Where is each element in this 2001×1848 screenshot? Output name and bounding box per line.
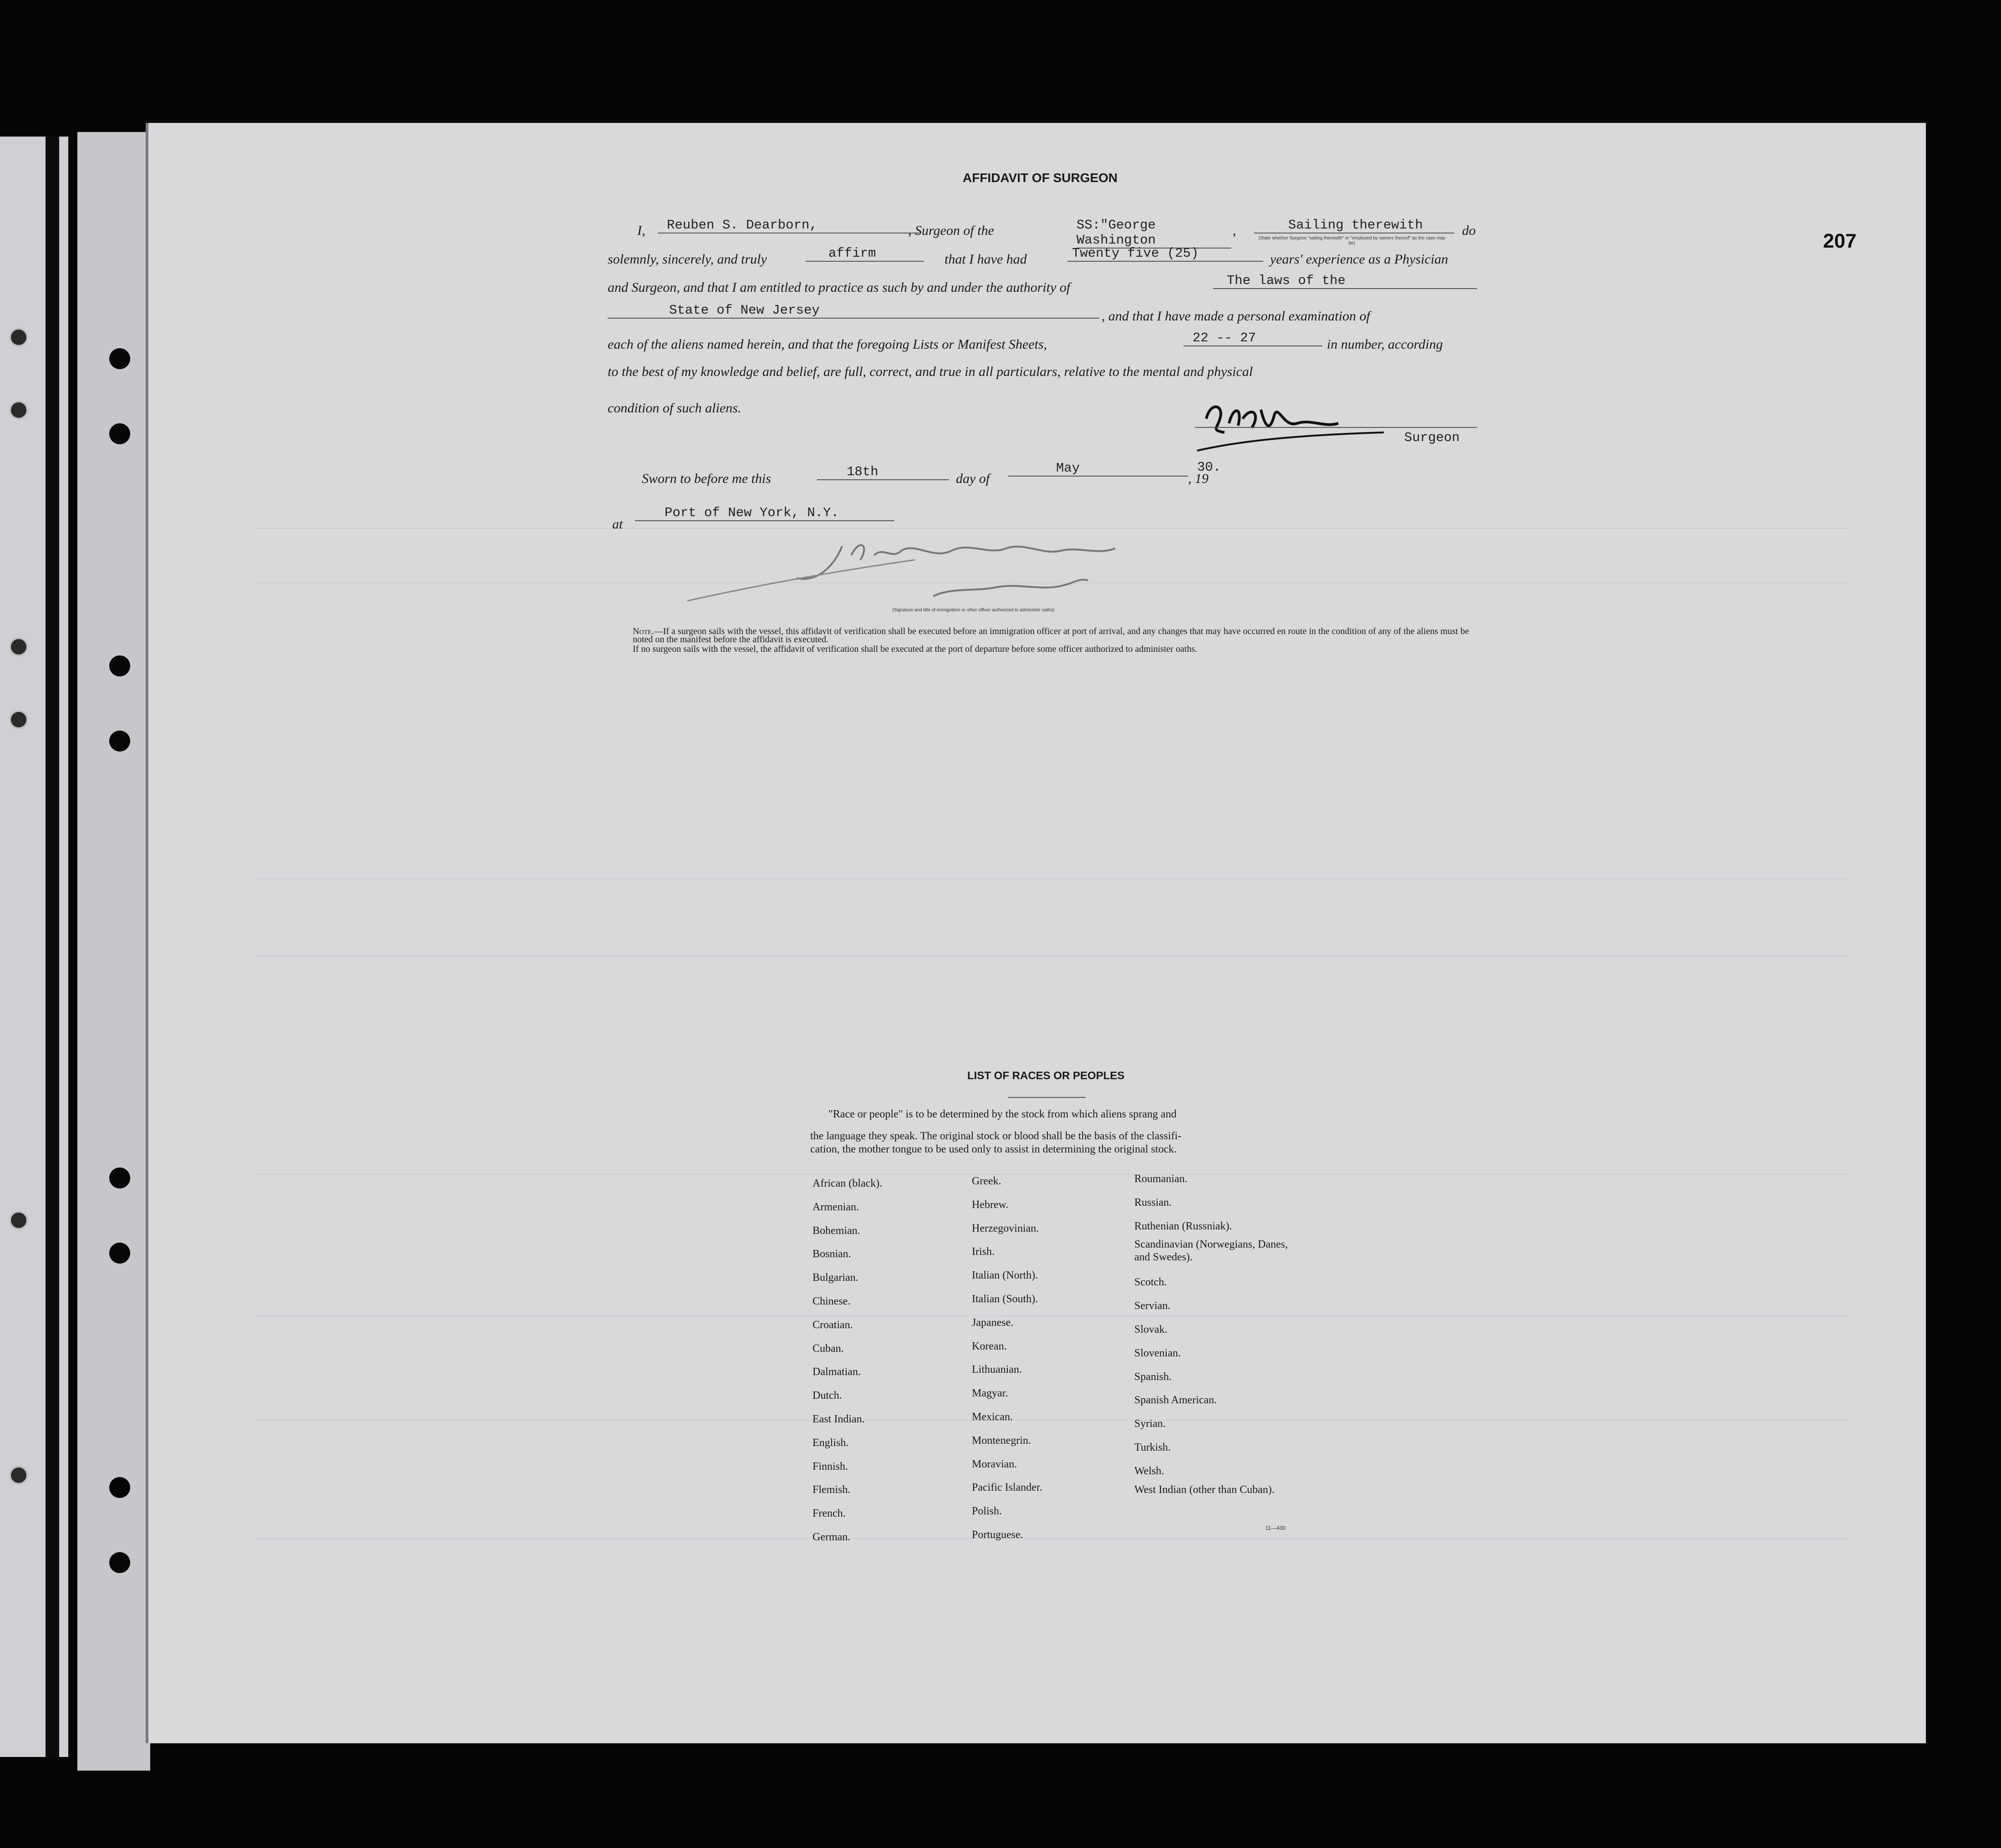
race-item: Dutch.	[813, 1390, 842, 1402]
sworn-text: day of	[956, 471, 990, 486]
affidavit-text: that I have had	[945, 252, 1027, 267]
race-item: Magyar.	[972, 1387, 1008, 1400]
sworn-day-field: 18th	[817, 464, 949, 480]
punch-hole	[109, 731, 130, 751]
race-item: Flemish.	[813, 1484, 851, 1496]
race-item: Greek.	[972, 1175, 1001, 1187]
race-item: Dalmatian.	[813, 1366, 861, 1378]
race-item: Pacific Islander.	[972, 1482, 1042, 1494]
affidavit-text: years' experience as a Physician	[1270, 252, 1448, 267]
races-column-3	[1134, 1168, 1298, 1496]
authority-field: The laws of the	[1213, 273, 1477, 289]
punch-hole	[109, 1477, 130, 1498]
race-item: Bulgarian.	[813, 1272, 858, 1284]
races-title-rule	[1008, 1097, 1086, 1098]
affidavit-text: to the best of my knowledge and belief, are full, correct, and true in all particulars, relative to the mental and physical	[608, 364, 1253, 379]
race-item: Roumanian.	[1134, 1173, 1188, 1185]
bleed-through-line	[255, 1315, 1848, 1316]
punch-hole	[109, 1243, 130, 1264]
affidavit-title: AFFIDAVIT OF SURGEON	[963, 171, 1118, 185]
affidavit-comma: ,	[1233, 223, 1236, 238]
affidavit-text: solemnly, sincerely, and truly	[608, 252, 767, 267]
bleed-through-line	[255, 1420, 1848, 1421]
affidavit-note-2: If no surgeon sails with the vessel, the affidavit of verification shall be executed at the port of departure before some officer authorized to administer oaths.	[633, 644, 1198, 654]
races-intro: the language they speak. The original stock or blood shall be the basis of the classifi-	[810, 1130, 1182, 1142]
race-item: Servian.	[1134, 1300, 1171, 1312]
note-label: Note.	[633, 626, 654, 636]
race-item: Herzegovinian.	[972, 1222, 1039, 1234]
bleed-through-line	[255, 1174, 1848, 1175]
oath-field: affirm	[806, 246, 924, 262]
race-item: Mexican.	[972, 1411, 1013, 1423]
race-item: English.	[813, 1437, 849, 1449]
race-item: Spanish American.	[1134, 1394, 1217, 1406]
page-number: 207	[1823, 230, 1857, 252]
sworn-text: Sworn to before me this	[642, 471, 771, 486]
race-item: Portuguese.	[972, 1528, 1023, 1541]
race-item: Slovenian.	[1134, 1347, 1181, 1359]
punch-hole	[109, 655, 130, 676]
races-title: LIST OF RACES OR PEOPLES	[967, 1070, 1125, 1082]
surgeon-name-field: Reuben S. Dearborn,	[658, 218, 919, 234]
officer-caption: (Signature and title of immigration or other officer authorized to administer oaths)	[892, 608, 1055, 613]
races-column-2	[972, 1170, 1042, 1547]
race-item: African (black).	[813, 1178, 883, 1189]
race-item: East Indian.	[813, 1413, 865, 1425]
race-item: Italian (North).	[972, 1269, 1038, 1282]
race-item: Irish.	[972, 1246, 995, 1258]
punch-hole	[109, 348, 130, 369]
race-item: West Indian (other than Cuban).	[1134, 1483, 1275, 1496]
affidavit-text: in number, according	[1327, 337, 1443, 352]
race-item: Syrian.	[1134, 1418, 1166, 1430]
affidavit-i: I,	[637, 223, 645, 238]
race-item: Welsh.	[1134, 1465, 1164, 1477]
sailing-field: Sailing therewith	[1254, 218, 1454, 234]
authority-field-2: State of New Jersey	[608, 303, 1099, 319]
race-item: Ruthenian (Russniak).	[1134, 1220, 1232, 1232]
race-item: Montenegrin.	[972, 1434, 1031, 1447]
surgeon-label: Surgeon	[1404, 430, 1460, 445]
punch-hole	[9, 710, 28, 729]
race-item: Italian (South).	[972, 1293, 1038, 1305]
signature-line	[1195, 427, 1477, 428]
race-item: French.	[813, 1508, 846, 1520]
punch-hole	[109, 1552, 130, 1573]
race-item: Finnish.	[813, 1460, 848, 1472]
sworn-text: , 19	[1188, 471, 1209, 486]
race-item: Scandinavian (Norwegians, Danes, and Swedes).	[1134, 1239, 1288, 1264]
affidavit-text: condition of such aliens.	[608, 401, 741, 416]
race-item: Croatian.	[813, 1319, 853, 1331]
bleed-through-line	[255, 878, 1848, 879]
race-item: Cuban.	[813, 1342, 844, 1355]
punch-hole	[9, 637, 28, 656]
race-item: Russian.	[1134, 1196, 1172, 1208]
race-item: German.	[813, 1531, 851, 1543]
punch-hole	[9, 1211, 28, 1230]
race-item: Lithuanian.	[972, 1364, 1022, 1376]
sworn-month-field: May	[1008, 461, 1188, 477]
race-item: Scotch.	[1134, 1276, 1167, 1289]
vessel-field: SS:"George Washington	[1077, 218, 1231, 249]
race-item: Bosnian.	[813, 1248, 851, 1260]
race-item: Japanese.	[972, 1316, 1014, 1329]
bleed-through-line	[255, 1538, 1848, 1539]
affidavit-do: do	[1462, 223, 1476, 238]
race-item: Moravian.	[972, 1458, 1017, 1470]
race-item: Chinese.	[813, 1295, 851, 1307]
at-label: at	[612, 517, 623, 532]
sworn-year-field: 30.	[1197, 460, 1221, 475]
affidavit-text: each of the aliens named herein, and that the foregoing Lists or Manifest Sheets,	[608, 337, 1047, 352]
years-field: Twenty five (25)	[1067, 246, 1263, 262]
affidavit-text: and Surgeon, and that I am entitled to practice as such by and under the authority of	[608, 280, 1071, 295]
race-item: Slovak.	[1134, 1323, 1168, 1335]
race-item: Korean.	[972, 1340, 1007, 1352]
races-intro: "Race or people" is to be determined by the stock from which aliens sprang and	[828, 1108, 1177, 1120]
race-item: Spanish.	[1134, 1371, 1172, 1383]
sheets-field: 22 -- 27	[1183, 330, 1322, 346]
officer-signature	[678, 528, 1224, 610]
surgeon-signature	[1193, 391, 1479, 460]
page-margin	[77, 132, 150, 1771]
note-text: —If a surgeon sails with the vessel, this affidavit of verification shall be executed before an immigration officer at port of arrival, and any changes that may have occurred en route in the condition of any of the aliens must be noted on the manifest before the affidavit is executed.	[633, 626, 1469, 645]
race-item: Turkish.	[1134, 1441, 1171, 1453]
race-item: Polish.	[972, 1505, 1002, 1518]
race-item: Armenian.	[813, 1201, 859, 1213]
punch-hole	[109, 1168, 130, 1188]
race-item: Bohemian.	[813, 1224, 860, 1237]
races-column-1	[813, 1172, 882, 1549]
affidavit-note	[633, 627, 1484, 644]
form-code: 11—430	[1265, 1525, 1286, 1531]
place-field: Port of New York, N.Y.	[635, 505, 894, 521]
punch-hole	[9, 1466, 28, 1485]
affidavit-text: , Surgeon of the	[908, 223, 994, 238]
races-intro: cation, the mother tongue to be used only to assist in determining the original stock.	[810, 1143, 1177, 1155]
race-item: Hebrew.	[972, 1198, 1009, 1211]
affidavit-text: , and that I have made a personal examination of	[1102, 309, 1370, 324]
punch-hole	[109, 423, 130, 444]
binder-edge	[46, 137, 59, 1757]
sailing-note: (State whether Surgeon "sailing therewith" or "employed by owners thereof" as the case may be)	[1259, 236, 1445, 246]
punch-hole	[9, 401, 28, 420]
punch-hole	[9, 328, 28, 347]
